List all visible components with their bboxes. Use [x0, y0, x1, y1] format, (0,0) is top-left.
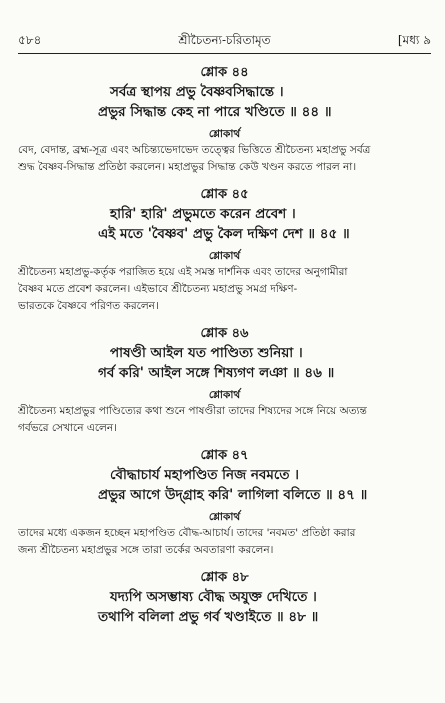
translation-line: গর্বভরে সেখানে এলেন। — [18, 422, 117, 434]
book-title: শ্রীচৈতন্য-চরিতামৃত — [178, 33, 271, 47]
translation-text — [18, 264, 431, 315]
verse-block-48 — [18, 569, 431, 627]
translation-label: শ্লোকার্থ — [208, 511, 241, 523]
page-number: ৫৮৪ — [18, 33, 42, 47]
verse-block-45 — [18, 186, 431, 315]
verse-line-2: তথাপি বলিলা প্রভু গর্ব খণ্ডাইতে ॥ ৪৮ ॥ — [98, 609, 319, 625]
verse-line-2: প্রভুর সিদ্ধান্ত কেহ না পারে খণ্ডিতে ॥ ৪৪ ॥ — [98, 104, 332, 120]
verse-line-1: হারি' হারি' প্রভুমতে করেন প্রবেশ । — [110, 206, 296, 222]
verse-line-2: গর্ব করি' আইল সঙ্গে শিষ্যগণ লঞা ॥ ৪৬ ॥ — [98, 365, 335, 381]
verse-block-47 — [18, 447, 431, 559]
page-content — [18, 60, 431, 627]
translation-line: ভারতকে বৈষ্ণবে পরিণত করলেন। — [18, 300, 159, 312]
verse-line-1: পাষণ্ডী আইল যত পাণ্ডিত্য শুনিয়া । — [110, 345, 303, 361]
verse-line-2: প্রভুর আগে উদ্গ্রাহ করি' লাগিলা বলিতে ॥ ৪৭ ॥ — [98, 487, 368, 503]
translation-text — [18, 403, 431, 437]
translation-label: শ্লোকার্থ — [208, 128, 241, 140]
translation-line: তাদের মধ্যে একজন হচ্ছেন মহাপণ্ডিত বৌদ্ধ-আচার্য। তাদের 'নবমত' প্রতিষ্ঠা করার — [18, 527, 356, 539]
verse-line-2: এই মতে 'বৈষ্ণব' প্রভু কৈল দক্ষিণ দেশ ॥ ৪৫ ॥ — [98, 226, 350, 242]
verse-block-46 — [18, 325, 431, 437]
translation-label: শ্লোকার্থ — [208, 250, 241, 262]
translation-line: জন্য শ্রীচৈতন্য মহাপ্রভুর সঙ্গে তারা তর্কের অবতারণা করলেন। — [18, 544, 274, 556]
verse-line-1: সর্বত্র স্থাপয় প্রভু বৈষ্ণবসিদ্ধান্তে । — [110, 84, 284, 100]
verse-line-1: যদ্যপি অসম্ভাষ্য বৌদ্ধ অযুক্ত দেখিতে । — [110, 589, 317, 605]
translation-line: বেদ, বেদান্ত, ব্রহ্ম-সূত্র এবং অচিন্ত্যভেদাভেদ তত্ত্বের ভিত্তিতে শ্রীচৈতন্য মহাপ্রভু সর্বত্র — [18, 144, 371, 156]
translation-line: শুদ্ধ বৈষ্ণব-সিদ্ধান্ত প্রতিষ্ঠা করলেন। মহাপ্রভুর সিদ্ধান্ত কেউ খণ্ডন করতে পারল না। — [18, 161, 357, 173]
translation-line: শ্রীচৈতন্য মহাপ্রভু-কর্তৃক পরাজিত হয়ে এই সমস্ত দার্শনিক এবং তাদের অনুগামীরা — [18, 266, 348, 278]
verse-label: শ্লোক ৪৭ — [200, 448, 249, 463]
verse-block-44 — [18, 64, 431, 176]
verse-label: শ্লোক ৪৪ — [200, 65, 249, 80]
translation-line: শ্রীচৈতন্য মহাপ্রভুর পাণ্ডিত্যের কথা শুনে পাষণ্ডীরা তাদের শিষ্যদের সঙ্গে নিয়ে অত্যন্ত — [18, 405, 367, 417]
translation-text — [18, 525, 431, 559]
verse-label: শ্লোক ৪৬ — [200, 326, 249, 341]
verse-line-1: বৌদ্ধাচার্য মহাপণ্ডিত নিজ নবমতে । — [110, 467, 299, 483]
verse-label: শ্লোক ৪৫ — [200, 187, 249, 202]
verse-label: শ্লোক ৪৮ — [200, 570, 249, 585]
translation-line: বৈষ্ণব মতে প্রবেশ করলেন। এইভাবে শ্রীচৈতন্য মহাপ্রভু সমগ্র দক্ষিণ- — [18, 283, 298, 295]
translation-text — [18, 142, 431, 176]
running-head — [18, 30, 431, 50]
section-marker: [মধ্য ৯ — [397, 33, 431, 47]
translation-label: শ্লোকার্থ — [208, 389, 241, 401]
header-rule — [18, 53, 431, 54]
